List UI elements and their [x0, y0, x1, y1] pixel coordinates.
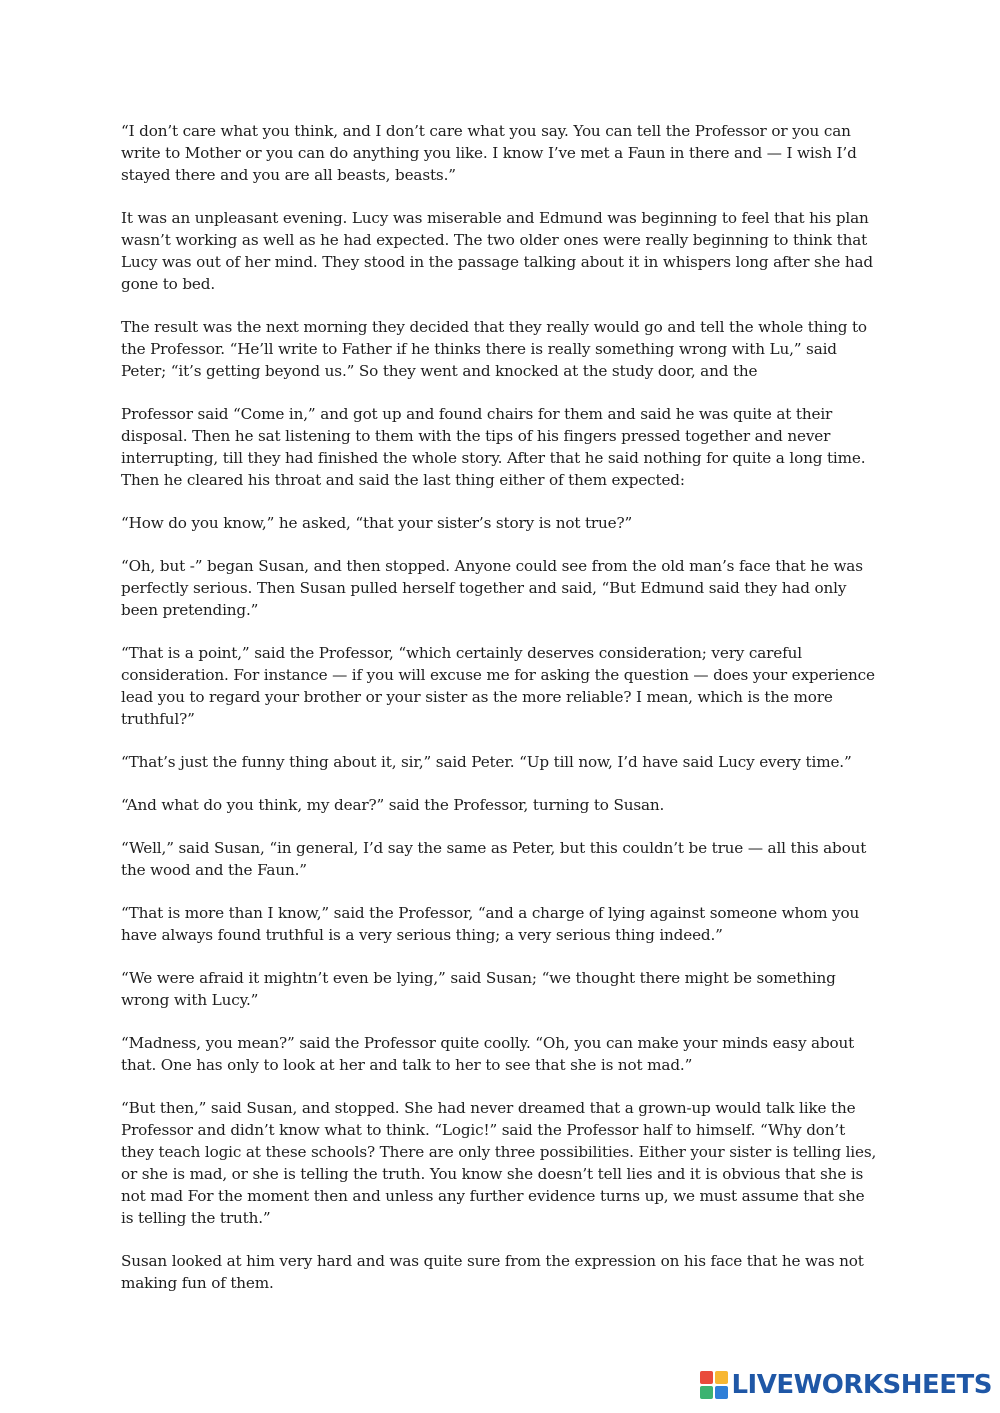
story-text [121, 120, 881, 1315]
logo-tile [700, 1386, 713, 1399]
paragraph: “That is a point,” said the Professor, “which certainly deserves consideration; very careful consideration. For instance — if you will excuse me for asking the question — does your experience lead you to regard your brother or your sister as the more reliable? I mean, which is the more truthful?” [121, 644, 875, 728]
paragraph: “I don’t care what you think, and I don’t care what you say. You can tell the Professor or you can write to Mother or you can do anything you like. I know I’ve met a Faun in there and — I wish I’d stayed there and you are all beasts, beasts.” [121, 122, 857, 184]
paragraph: “That’s just the funny thing about it, sir,” said Peter. “Up till now, I’d have said Lucy every time.” [121, 753, 852, 771]
paragraph: “And what do you think, my dear?” said the Professor, turning to Susan. [121, 796, 665, 814]
paragraph: “How do you know,” he asked, “that your sister’s story is not true?” [121, 514, 633, 532]
liveworksheets-logo [700, 1367, 992, 1403]
logo-wordmark: LIVEWORKSHEETS [731, 1370, 992, 1400]
liveworksheets-logo-icon [700, 1371, 728, 1399]
paragraph: “Well,” said Susan, “in general, I’d say the same as Peter, but this couldn’t be true — all this about the wood and the Faun.” [121, 839, 867, 879]
paragraph: The result was the next morning they decided that they really would go and tell the whole thing to the Professor. “He’ll write to Father if he thinks there is really something wrong with Lu,” said Peter; “it’s getting beyond us.” So they went and knocked at the study door, and the [121, 318, 867, 380]
paragraph: “That is more than I know,” said the Professor, “and a charge of lying against someone whom you have always found truthful is a very serious thing; a very serious thing indeed.” [121, 904, 860, 944]
paragraph: “Madness, you mean?” said the Professor quite coolly. “Oh, you can make your minds easy about that. One has only to look at her and talk to her to see that she is not mad.” [121, 1034, 855, 1074]
paragraph: “Oh, but -” began Susan, and then stopped. Anyone could see from the old man’s face that he was perfectly serious. Then Susan pulled herself together and said, “But Edmund said they had only been pretending.” [121, 557, 863, 619]
paragraph: It was an unpleasant evening. Lucy was miserable and Edmund was beginning to feel that his plan wasn’t working as well as he had expected. The two older ones were really beginning to think that Lucy was out of her mind. They stood in the passage talking about it in whispers long after she had gone to bed. [121, 209, 873, 293]
paragraph: “We were afraid it mightn’t even be lying,” said Susan; “we thought there might be something wrong with Lucy.” [121, 969, 836, 1009]
logo-tile [700, 1371, 713, 1384]
logo-tile [715, 1371, 728, 1384]
paragraph: Professor said “Come in,” and got up and found chairs for them and said he was quite at their disposal. Then he sat listening to them with the tips of his fingers pressed together and never interrupting, till they had finished the whole story. After that he said nothing for quite a long time. Then he cleared his throat and said the last thing either of them expected: [121, 405, 866, 489]
paragraph: “But then,” said Susan, and stopped. She had never dreamed that a grown-up would talk like the Professor and didn’t know what to think. “Logic!” said the Professor half to himself. “Why don’t they teach logic at these schools? There are only three possibilities. Either your sister is telling lies, or she is mad, or she is telling the truth. You know she doesn’t tell lies and it is obvious that she is not mad For the moment then and unless any further evidence turns up, we must assume that she is telling the truth.” [121, 1099, 877, 1227]
paragraph: Susan looked at him very hard and was quite sure from the expression on his face that he was not making fun of them. [121, 1252, 864, 1292]
logo-tile [715, 1386, 728, 1399]
